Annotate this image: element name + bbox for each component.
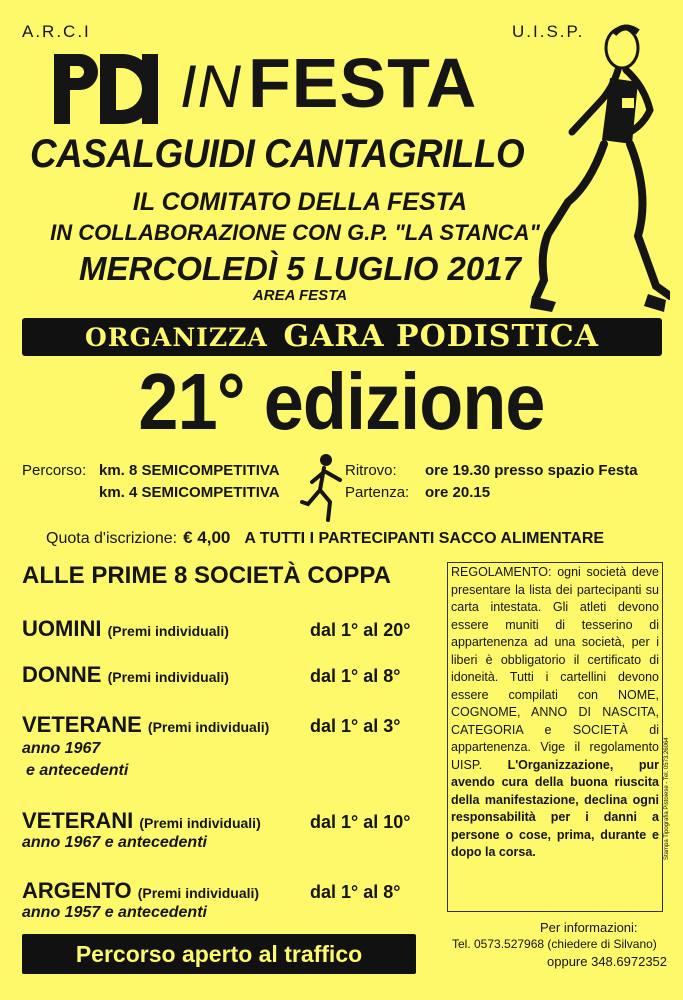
contact-alt-phone: oppure 348.6972352 (547, 954, 668, 969)
clubs-prize: ALLE PRIME 8 SOCIETÀ COPPA (22, 562, 391, 589)
prize-range: dal 1° al 8° (310, 882, 401, 902)
committee-line: IL COMITATO DELLA FESTA (132, 188, 468, 216)
category-name: VETERANI (22, 808, 134, 833)
meeting-value: ore 19.30 presso spazio Festa (425, 462, 638, 479)
town-title: CASALGUIDI CANTAGRILLO (30, 132, 525, 176)
org-uisp: U.I.S.P. (512, 22, 585, 41)
fee-amount: € 4,00 (183, 528, 231, 547)
age-note: anno 1957 e antecedenti (22, 904, 207, 921)
meeting-label: Ritrovo: (345, 462, 397, 479)
start-label: Partenza: (345, 484, 410, 501)
contact-title: Per informazioni: (540, 920, 638, 935)
age-note: anno 1967 (22, 740, 101, 757)
course-option-8km: km. 8 SEMICOMPETITIVA (99, 462, 280, 479)
prize-range: dal 1° al 3° (310, 716, 401, 736)
category-name: VETERANE (22, 712, 142, 737)
category-name: DONNE (22, 662, 102, 687)
fee-label: Quota d'iscrizione: (46, 530, 178, 547)
category-sub: (Premi individuali) (107, 623, 229, 639)
org-arci: A.R.C.I (22, 22, 91, 41)
category-sub: (Premi individuali) (139, 815, 261, 831)
regulation-rules: REGOLAMENTO: ogni società deve presentare la lista dei partecipanti su carta intestata. Gli atleti devono essere muniti di tesserino di appartenenza ad una società, per i liberi è obbligatorio il certificato di idoneità. Tutti i cartellini devono essere compilati con NOME, COGNOME, ANNO DI NASCITA, CATEGORIA e SOCIETÀ di appartenenza. Vige il regolamento UISP. (451, 565, 659, 772)
category-sub: (Premi individuali) (137, 885, 260, 901)
start-value: ore 20.15 (425, 484, 491, 501)
category-uomini (22, 616, 229, 642)
traffic-notice: Percorso aperto al traffico (75, 941, 363, 967)
course-label: Percorso: (22, 462, 87, 479)
banner-event: GARA PODISTICA (283, 319, 599, 354)
printer-credit: Stampa Tipografia Pistoiese - Tel. 0573.26064 (664, 737, 670, 860)
pd-logo (50, 50, 162, 128)
prize-range: dal 1° al 10° (310, 812, 411, 832)
regulation-text (451, 564, 659, 862)
category-sub: (Premi individuali) (147, 719, 270, 735)
fee-note: A TUTTI I PARTECIPANTI SACCO ALIMENTARE (244, 530, 605, 547)
fee-line (46, 528, 604, 548)
category-donne (22, 662, 229, 688)
contact-phone: Tel. 0573.527968 (chiedere di Silvano) (452, 937, 657, 951)
venue-line: AREA FESTA (252, 287, 348, 304)
course-option-4km: km. 4 SEMICOMPETITIVA (99, 484, 280, 501)
edition-heading: 21° edizione (138, 357, 545, 446)
festa-heading (180, 40, 477, 130)
festa-word: FESTA (248, 44, 478, 122)
prize-range: dal 1° al 8° (310, 666, 401, 686)
runner-illustration (530, 18, 670, 318)
small-runner-icon (300, 452, 350, 524)
category-veterane (22, 712, 269, 738)
category-argento (22, 878, 259, 904)
collaboration-line: IN COLLABORAZIONE CON G.P. "LA STANCA" (50, 220, 540, 245)
organizza-banner-text (22, 318, 662, 356)
regulation-disclaimer: L'Organizzazione, pur avendo cura della buona riuscita della manifestazione, declina ogni responsabilità per i danni a persone o cose, prima, durante e dopo la corsa. (451, 757, 659, 859)
banner-prefix: ORGANIZZA (85, 323, 268, 352)
category-veterani (22, 808, 261, 834)
category-name: ARGENTO (22, 878, 132, 903)
festa-prefix: IN (180, 53, 242, 120)
age-note: anno 1967 e antecedenti (22, 834, 207, 851)
age-note-continued: e antecedenti (26, 762, 129, 779)
event-date: MERCOLEDÌ 5 LUGLIO 2017 (79, 250, 521, 287)
category-name: UOMINI (22, 616, 102, 641)
prize-range: dal 1° al 20° (310, 620, 411, 640)
category-sub: (Premi individuali) (107, 669, 229, 685)
